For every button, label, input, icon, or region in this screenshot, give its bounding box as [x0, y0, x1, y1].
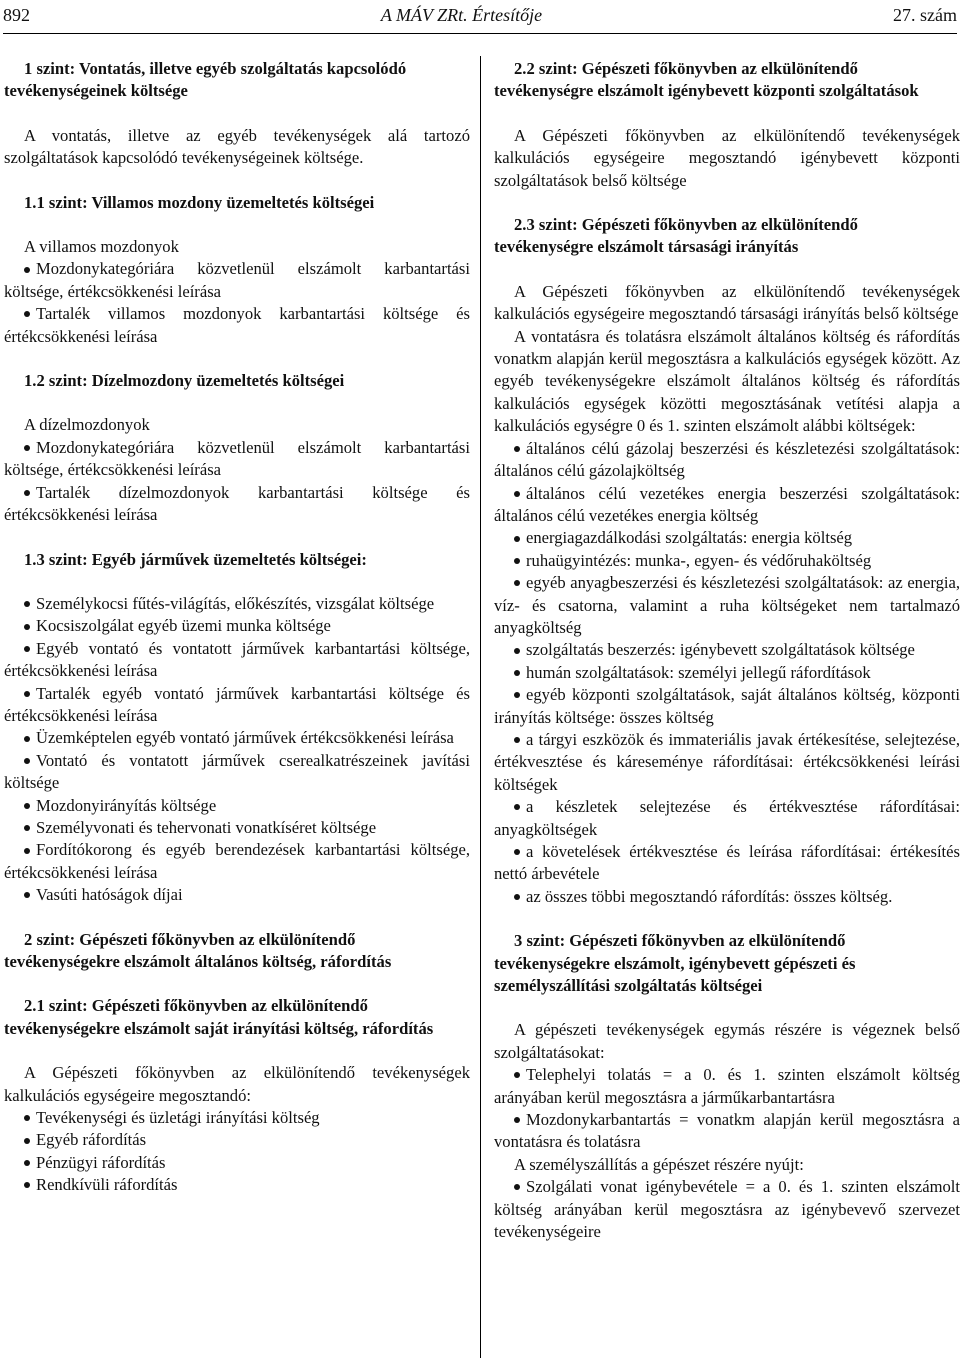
- section-heading-2-1: 2.1 szint: Gépészeti főkönyvben az elkülönítendő tevékenységekre elszámolt saját irányítási költség, ráfordítás: [4, 996, 434, 1038]
- spacer: [4, 170, 470, 192]
- bullet-item: [494, 550, 960, 572]
- bullet-text: Egyéb ráfordítás: [36, 1130, 147, 1150]
- bullet-text: Személykocsi fűtés-világítás, előkészítés, vizsgálat költsége: [36, 593, 435, 613]
- bullet-text: energiagazdálkodási szolgáltatás: energia költség: [526, 528, 853, 548]
- bullet-text: Tartalék egyéb vontató járművek karbantartási költsége és értékcsökkenési leírása: [4, 683, 470, 725]
- bullet-icon: [24, 736, 30, 742]
- bullet-item: [4, 1174, 470, 1196]
- bullet-text: Mozdonykategóriára közvetlenül elszámolt karbantartási költsége, értékcsökkenési leírása: [4, 437, 470, 480]
- bullet-text: egyéb anyagbeszerzési és készletezési szolgáltatások: az energia, víz- és csatorna, valamint a ruha költségeket nem tartalmazó anyagköltség: [494, 573, 960, 637]
- paragraph: A vontatás, illetve az egyéb tevékenységek alá tartozó szolgáltatások kapcsolódó tevékenységeinek költsége.: [4, 125, 470, 168]
- section-heading-1-1: 1.1 szint: Villamos mozdony üzemeltetés költségei: [24, 192, 375, 212]
- section-heading-2: 2 szint: Gépészeti főkönyvben az elkülönítendő tevékenységekre elszámolt általános költség, ráfordítás: [4, 929, 392, 971]
- left-column: [4, 58, 470, 1197]
- bullet-item: [4, 593, 470, 615]
- paragraph: A vontatásra és tolatásra elszámolt általános költség és ráfordítás vonatkm alapján kerül megosztásra a kalkulációs egységek között. Az egyéb tevékenységekre elszámolt általános költség és ráfordítás kalkulációs egységek közötti megosztásának vetítési alapja a kalkulációs egységre 0 és 1. szinten elszámolt alábbi költségek:: [494, 326, 960, 436]
- column-divider: [480, 56, 481, 1358]
- paragraph: A gépészeti tevékenységek egymás részére is végeznek belső szolgáltatásokat:: [494, 1020, 960, 1062]
- bullet-icon: [24, 490, 30, 496]
- bullet-icon: [24, 1115, 30, 1121]
- bullet-icon: [514, 737, 520, 743]
- bullet-text: Vasúti hatóságok díjai: [36, 885, 183, 905]
- bullet-item: [4, 638, 470, 683]
- section-heading-2-2: 2.2 szint: Gépészeti főkönyvben az elkülönítendő tevékenységre elszámolt igénybevett központi szolgáltatások: [494, 59, 919, 101]
- spacer: [494, 997, 960, 1019]
- section-heading-3: 3 szint: Gépészeti főkönyvben az elkülönítendő tevékenységekre elszámolt, igénybevett gépészeti és személyszállítási szolgáltatás költségei: [494, 931, 856, 996]
- bullet-icon: [24, 624, 30, 630]
- bullet-item: [4, 615, 470, 637]
- bullet-text: Vontató és vontatott járművek cserealkatrészeinek javítási költsége: [4, 750, 470, 793]
- paragraph: A dízelmozdonyok: [24, 415, 150, 435]
- bullet-item: [494, 796, 960, 841]
- bullet-item: [494, 572, 960, 639]
- spacer: [4, 348, 470, 370]
- bullet-icon: [24, 848, 30, 854]
- paragraph: A Gépészeti főkönyvben az elkülönítendő tevékenységek kalkulációs egységeire megosztandó társasági irányítás belső költsége: [494, 281, 960, 324]
- bullet-text: Telephelyi tolatás = a 0. és 1. szinten elszámolt költség arányában kerül megosztásra a járműkarbantartásra: [494, 1065, 960, 1107]
- bullet-icon: [514, 692, 520, 698]
- bullet-item: [494, 662, 960, 684]
- bullet-text: Személyvonati és tehervonati vonatkíséret költsége: [36, 817, 377, 837]
- bullet-item: [494, 1064, 960, 1109]
- bullet-text: egyéb központi szolgáltatások, saját általános költség, központi irányítás költsége: összes költség: [494, 685, 960, 727]
- bullet-icon: [514, 1184, 520, 1190]
- bullet-item: [494, 886, 960, 908]
- bullet-item: [4, 482, 470, 527]
- bullet-text: a követelések értékvesztése és leírása ráfordításai: értékesítés nettó árbevétele: [494, 842, 960, 884]
- bullet-icon: [514, 670, 520, 676]
- bullet-item: [494, 1176, 960, 1243]
- spacer: [4, 103, 470, 125]
- spacer: [494, 908, 960, 930]
- bullet-icon: [514, 491, 520, 497]
- bullet-text: humán szolgáltatások: személyi jellegű ráfordítások: [526, 662, 871, 682]
- paragraph: A Gépészeti főkönyvben az elkülönítendő tevékenységek kalkulációs egységeire megosztandó igénybevett központi szolgáltatások belső költsége: [494, 125, 960, 190]
- paragraph: A Gépészeti főkönyvben az elkülönítendő tevékenységek kalkulációs egységeire megosztandó:: [4, 1063, 470, 1105]
- header-rule: [3, 33, 957, 34]
- spacer: [494, 103, 960, 125]
- bullet-text: Egyéb vontató és vontatott járművek karbantartási költsége, értékcsökkenési leírása: [4, 638, 470, 681]
- section-heading-1-3: 1.3 szint: Egyéb járművek üzemeltetés költségei:: [24, 549, 367, 569]
- bullet-item: [494, 841, 960, 886]
- bullet-icon: [24, 803, 30, 809]
- bullet-text: Szolgálati vonat igénybevétele = a 0. és 1. szinten elszámolt költség arányában kerül megosztásra az igénybevevő szervezet tevékenységeire: [494, 1177, 960, 1242]
- bullet-icon: [24, 445, 30, 451]
- spacer: [494, 259, 960, 281]
- bullet-item: [4, 1129, 470, 1151]
- bullet-text: a tárgyi eszközök és immateriális javak értékesítése, selejtezése, értékvesztése és káreseménye ráfordításai: értékcsökkenési leírási költségek: [494, 729, 960, 794]
- issue-number: 27. szám: [893, 5, 957, 25]
- bullet-item: [494, 527, 960, 549]
- bullet-icon: [514, 558, 520, 564]
- bullet-icon: [514, 849, 520, 855]
- bullet-icon: [24, 758, 30, 764]
- bullet-item: [4, 437, 470, 482]
- bullet-text: szolgáltatás beszerzés: igénybevett szolgáltatások költsége: [526, 640, 915, 660]
- bullet-text: általános célú gázolaj beszerzési és készletezési szolgáltatások: általános célú gázolajköltség: [494, 438, 960, 481]
- bullet-text: Tevékenységi és üzletági irányítási költség: [36, 1108, 320, 1128]
- bullet-text: Fordítókorong és egyéb berendezések karbantartási költsége, értékcsökkenési leírása: [4, 840, 470, 882]
- bullet-item: [4, 839, 470, 884]
- paragraph: A személyszállítás a gépészet részére nyújt:: [514, 1154, 804, 1174]
- spacer: [4, 1040, 470, 1062]
- bullet-text: általános célú vezetékes energia beszerzési szolgáltatások: általános célú vezetékes energia költség: [494, 483, 960, 525]
- bullet-text: Üzemképtelen egyéb vontató járművek értékcsökkenési leírása: [36, 728, 454, 748]
- bullet-item: [4, 727, 470, 749]
- right-column: [494, 58, 960, 1244]
- spacer: [4, 907, 470, 929]
- bullet-item: [4, 303, 470, 348]
- bullet-item: [494, 684, 960, 729]
- bullet-item: [494, 1109, 960, 1154]
- page-number: 892: [3, 5, 30, 25]
- spacer: [4, 973, 470, 995]
- bullet-item: [4, 884, 470, 906]
- bullet-item: [4, 683, 470, 728]
- spacer: [4, 214, 470, 236]
- paragraph: A villamos mozdonyok: [24, 237, 179, 257]
- bullet-icon: [24, 1138, 30, 1144]
- bullet-text: Pénzügyi ráfordítás: [36, 1152, 166, 1172]
- bullet-icon: [514, 446, 520, 452]
- bullet-icon: [24, 825, 30, 831]
- bullet-item: [4, 795, 470, 817]
- bullet-icon: [514, 804, 520, 810]
- bullet-icon: [514, 1117, 520, 1123]
- bullet-icon: [514, 580, 520, 586]
- section-heading-1: 1 szint: Vontatás, illetve egyéb szolgáltatás kapcsolódó tevékenységeinek költsége: [4, 59, 407, 101]
- spacer: [4, 527, 470, 549]
- bullet-text: Rendkívüli ráfordítás: [36, 1175, 178, 1195]
- bullet-icon: [24, 892, 30, 898]
- bullet-item: [494, 729, 960, 796]
- spacer: [4, 392, 470, 414]
- bullet-icon: [514, 536, 520, 542]
- bullet-text: Mozdonykategóriára közvetlenül elszámolt karbantartási költsége, értékcsökkenési leírása: [4, 259, 470, 301]
- bullet-text: Mozdonykarbantartás = vonatkm alapján kerül megosztásra a vontatásra és tolatásra: [494, 1110, 960, 1152]
- publication-title: A MÁV ZRt. Értesítője: [380, 5, 543, 25]
- bullet-icon: [514, 894, 520, 900]
- spacer: [494, 192, 960, 214]
- bullet-icon: [24, 311, 30, 317]
- bullet-icon: [24, 1182, 30, 1188]
- bullet-icon: [24, 1160, 30, 1166]
- bullet-text: Tartalék dízelmozdonyok karbantartási költsége és értékcsökkenési leírása: [4, 482, 470, 525]
- bullet-text: Tartalék villamos mozdonyok karbantartási költsége és értékcsökkenési leírása: [4, 304, 470, 346]
- bullet-item: [4, 1152, 470, 1174]
- bullet-text: a készletek selejtezése és értékvesztése ráfordításai: anyagköltségek: [494, 797, 960, 839]
- bullet-item: [494, 483, 960, 528]
- bullet-icon: [24, 691, 30, 697]
- bullet-icon: [24, 646, 30, 652]
- bullet-text: Kocsiszolgálat egyéb üzemi munka költsége: [36, 616, 331, 636]
- section-heading-1-2: 1.2 szint: Dízelmozdony üzemeltetés költségei: [24, 371, 345, 391]
- bullet-item: [4, 258, 470, 303]
- bullet-text: Mozdonyirányítás költsége: [36, 795, 217, 815]
- bullet-item: [4, 1107, 470, 1129]
- bullet-item: [494, 438, 960, 483]
- page-header: [3, 0, 957, 30]
- section-heading-2-3: 2.3 szint: Gépészeti főkönyvben az elkülönítendő tevékenységre elszámolt társasági irányítás: [494, 215, 858, 257]
- bullet-text: az összes többi megosztandó ráfordítás: összes költség.: [526, 886, 893, 906]
- bullet-item: [4, 750, 470, 795]
- bullet-icon: [24, 267, 30, 273]
- bullet-icon: [24, 601, 30, 607]
- bullet-item: [4, 817, 470, 839]
- bullet-icon: [514, 648, 520, 654]
- bullet-item: [494, 639, 960, 661]
- bullet-text: ruhaügyintézés: munka-, egyen- és védőruhaköltség: [526, 550, 872, 570]
- spacer: [4, 571, 470, 593]
- bullet-icon: [514, 1072, 520, 1078]
